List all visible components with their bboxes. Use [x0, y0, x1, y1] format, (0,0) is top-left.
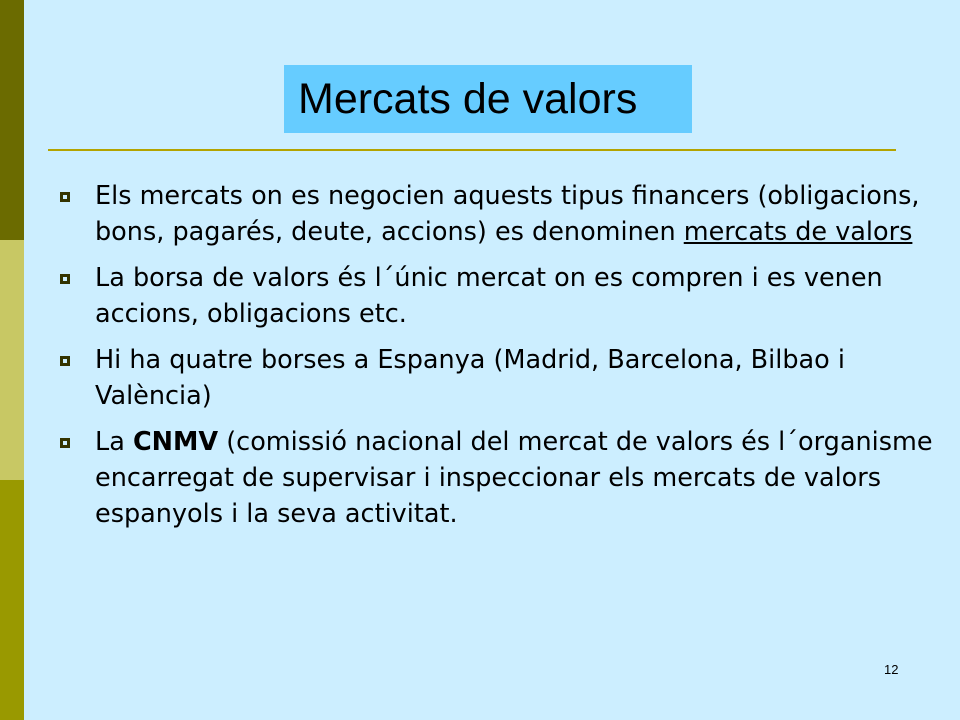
title-divider — [48, 149, 896, 151]
bullet-item-mercats — [60, 178, 950, 250]
bullet-list — [60, 178, 950, 542]
bullet-item-borsa — [60, 260, 950, 332]
side-bar-segment-top — [0, 0, 24, 240]
bullet-text: (comissió nacional del mercat de valors és l´organisme encarregat de supervisar i inspeccionar els mercats de valors espanyols i la seva activitat. — [95, 427, 933, 529]
slide-title-box — [284, 65, 692, 133]
bold-term: CNMV — [132, 427, 219, 457]
bullet-text: La — [95, 427, 133, 457]
side-bar-segment-middle — [0, 240, 24, 480]
bullet-item-cnmv — [60, 424, 950, 532]
bullet-text: Els mercats on es negocien aquests tipus financers (obligacions, bons, pagarés, deute, accions) es denominen — [95, 181, 920, 247]
square-bullet-icon — [60, 438, 70, 448]
bullet-item-borses — [60, 342, 950, 414]
side-bar-segment-bottom — [0, 480, 24, 720]
bullet-text: Hi ha quatre borses a Espanya (Madrid, Barcelona, Bilbao i València) — [95, 345, 845, 411]
slide-title: Mercats de valors — [298, 74, 638, 123]
square-bullet-icon — [60, 192, 70, 202]
page-number: 12 — [884, 662, 899, 677]
square-bullet-icon — [60, 356, 70, 366]
side-bar — [0, 0, 24, 720]
underlined-term: mercats de valors — [683, 217, 913, 247]
bullet-text: La borsa de valors és l´únic mercat on es compren i es venen accions, obligacions etc. — [95, 263, 883, 329]
square-bullet-icon — [60, 274, 70, 284]
